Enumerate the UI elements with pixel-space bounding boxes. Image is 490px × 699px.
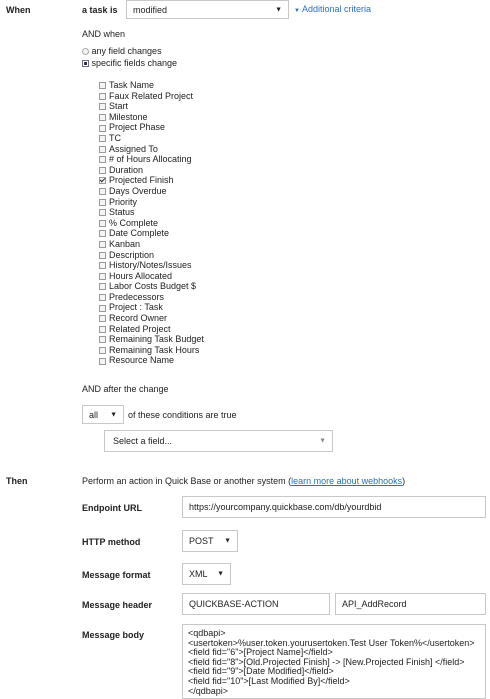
radio-any-field[interactable]: [82, 46, 162, 56]
field-checkbox-item[interactable]: [99, 165, 204, 176]
checkbox-icon[interactable]: [99, 262, 106, 269]
when-label: When: [6, 5, 31, 15]
field-checkbox-label: TC: [109, 132, 121, 143]
and-when-label: AND when: [82, 29, 126, 39]
field-checkbox-label: Status: [109, 207, 135, 218]
field-checkbox-label: Kanban: [109, 238, 141, 249]
field-checkbox-item[interactable]: [99, 228, 204, 239]
checkbox-icon[interactable]: [99, 336, 106, 343]
field-checkbox-label: History/Notes/Issues: [109, 260, 192, 271]
field-checkbox-item[interactable]: [99, 80, 204, 91]
radio-specific-label: specific fields change: [91, 58, 178, 68]
learn-more-webhooks-link[interactable]: learn more about webhooks: [291, 476, 403, 486]
radio-unselected-icon: [82, 48, 89, 55]
field-checkbox-label: Task Name: [109, 80, 155, 90]
chevron-down-icon: ▼: [319, 437, 326, 445]
field-checkbox-label: Start: [109, 101, 129, 112]
field-checkbox-label: Priority: [109, 196, 138, 207]
then-label: Then: [6, 476, 28, 486]
field-checkbox-label: Project Phase: [109, 122, 166, 133]
checkbox-icon[interactable]: [99, 241, 106, 248]
checkbox-icon[interactable]: [99, 326, 106, 333]
field-checkbox-label: Labor Costs Budget $: [109, 281, 197, 292]
checkbox-icon[interactable]: [99, 305, 106, 312]
field-checkbox-label: Record Owner: [109, 313, 168, 324]
header-name-input[interactable]: [182, 593, 330, 615]
message-body-line: <field fid="8">[Old.Projected Finish] -> [New.Projected Finish] </field>: [188, 656, 465, 667]
field-checkbox-item[interactable]: [99, 122, 204, 133]
field-checkbox-item[interactable]: [99, 197, 204, 208]
checkbox-icon[interactable]: [99, 347, 106, 354]
field-checkbox-list: [99, 80, 204, 366]
field-checkbox-label: Predecessors: [109, 291, 165, 302]
checkbox-icon[interactable]: [99, 220, 106, 227]
field-checkbox-item[interactable]: [99, 154, 204, 165]
message-format-value: XML: [189, 569, 208, 579]
endpoint-url-value: https://yourcompany.quickbase.com/db/yourdbid: [189, 502, 382, 512]
checkbox-icon[interactable]: [99, 273, 106, 280]
caret-down-icon: ▼: [294, 8, 300, 14]
select-field-placeholder: Select a field...: [113, 436, 173, 446]
message-body-line: <field fid="6">[Project Name]</field>: [188, 647, 333, 658]
radio-specific-fields[interactable]: [82, 58, 177, 68]
checkbox-icon[interactable]: [99, 103, 106, 110]
field-checkbox-item[interactable]: [99, 133, 204, 144]
field-checkbox-item[interactable]: [99, 91, 204, 102]
message-body-line: <qdbapi>: [188, 628, 226, 638]
message-body-line: <usertoken>%user.token.yourusertoken.Test User Token%</usertoken>: [188, 637, 475, 648]
field-checkbox-item[interactable]: [99, 186, 204, 197]
field-checkbox-label: Related Project: [109, 323, 171, 334]
field-checkbox-label: Hours Allocated: [109, 270, 173, 281]
chevron-down-icon: ▼: [224, 537, 231, 545]
message-body-line: </qdbapi>: [188, 685, 229, 696]
perform-action-text: [82, 476, 405, 486]
field-checkbox-item[interactable]: [99, 292, 204, 303]
select-field-dropdown[interactable]: [104, 430, 333, 452]
header-name-value: QUICKBASE-ACTION: [189, 599, 279, 609]
perform-text: Perform an action in Quick Base or another system (: [82, 476, 292, 486]
field-checkbox-item[interactable]: [99, 218, 204, 229]
field-checkbox-item[interactable]: [99, 239, 204, 250]
chevron-down-icon: ▼: [217, 570, 224, 578]
message-body-textarea[interactable]: [182, 624, 486, 699]
http-method-label: HTTP method: [82, 537, 141, 547]
field-checkbox-item[interactable]: [99, 112, 204, 123]
field-checkbox-item[interactable]: [99, 355, 204, 366]
checkbox-icon[interactable]: [99, 125, 106, 132]
field-checkbox-item[interactable]: [99, 334, 204, 345]
message-body-line: <field fid="9">[Date Modified]</field>: [188, 666, 334, 677]
task-is-label: a task is: [82, 5, 118, 15]
checkbox-icon[interactable]: [99, 358, 106, 365]
checkbox-icon[interactable]: [99, 167, 106, 174]
additional-criteria-link[interactable]: [294, 4, 371, 14]
field-checkbox-item[interactable]: [99, 324, 204, 335]
checkbox-icon[interactable]: [99, 146, 106, 153]
endpoint-url-input[interactable]: [182, 496, 486, 518]
checkbox-icon[interactable]: [99, 156, 106, 163]
endpoint-url-label: Endpoint URL: [82, 503, 142, 513]
field-checkbox-item[interactable]: [99, 281, 204, 292]
field-checkbox-label: # of Hours Allocating: [109, 154, 192, 165]
perform-close: ): [402, 476, 406, 486]
field-checkbox-item[interactable]: [99, 313, 204, 324]
checkbox-icon[interactable]: [99, 114, 106, 121]
checkbox-icon[interactable]: [99, 230, 106, 237]
field-checkbox-label: Remaining Task Budget: [109, 334, 204, 345]
and-after-label: AND after the change: [82, 384, 169, 394]
conditions-text: of these conditions are true: [128, 410, 237, 420]
checkbox-icon[interactable]: [99, 294, 106, 301]
field-checkbox-label: Description: [109, 249, 155, 260]
http-method-value: POST: [189, 536, 214, 546]
checkbox-icon[interactable]: [99, 188, 106, 195]
field-checkbox-item[interactable]: [99, 260, 204, 271]
checkbox-icon[interactable]: [99, 283, 106, 290]
checkbox-icon[interactable]: [99, 135, 106, 142]
field-checkbox-label: Remaining Task Hours: [109, 344, 200, 355]
conditions-select-value: all: [89, 409, 99, 420]
radio-any-label: any field changes: [91, 46, 162, 56]
field-checkbox-label: Duration: [109, 164, 144, 175]
field-checkbox-label: Faux Related Project: [109, 90, 194, 101]
field-checkbox-item[interactable]: [99, 345, 204, 356]
message-format-label: Message format: [82, 570, 151, 580]
additional-criteria-text: Additional criteria: [301, 4, 372, 14]
field-checkbox-item[interactable]: [99, 101, 204, 112]
checkbox-icon[interactable]: [99, 199, 106, 206]
message-format-select[interactable]: [182, 563, 231, 585]
field-checkbox-item[interactable]: [99, 175, 204, 186]
header-value-value: API_AddRecord: [342, 599, 407, 609]
task-is-select-value: modified: [133, 4, 168, 15]
checkbox-icon[interactable]: [99, 209, 106, 216]
chevron-down-icon: ▼: [110, 411, 117, 418]
field-checkbox-item[interactable]: [99, 144, 204, 155]
field-checkbox-label: Project : Task: [109, 302, 163, 313]
checkbox-icon[interactable]: [99, 252, 106, 259]
http-method-select[interactable]: [182, 530, 238, 552]
field-checkbox-item[interactable]: [99, 271, 204, 282]
header-value-input[interactable]: [335, 593, 486, 615]
checkbox-icon[interactable]: [99, 315, 106, 322]
field-checkbox-label: Projected Finish: [109, 175, 174, 186]
conditions-select[interactable]: [82, 405, 124, 424]
chevron-down-icon: ▼: [275, 6, 282, 13]
checkbox-checked-icon[interactable]: [99, 177, 106, 184]
field-checkbox-label: Milestone: [109, 111, 148, 122]
field-checkbox-label: Resource Name: [109, 355, 175, 366]
field-checkbox-item[interactable]: [99, 302, 204, 313]
field-checkbox-label: Date Complete: [109, 228, 170, 239]
message-header-label: Message header: [82, 600, 153, 610]
field-checkbox-label: Assigned To: [109, 143, 158, 154]
field-checkbox-item[interactable]: [99, 207, 204, 218]
message-body-label: Message body: [82, 630, 145, 640]
checkbox-icon[interactable]: [99, 93, 106, 100]
field-checkbox-label: Days Overdue: [109, 185, 167, 196]
radio-selected-icon: [82, 60, 89, 67]
message-body-line: <field fid="10">[Last Modified By]</field>: [188, 675, 350, 686]
checkbox-icon[interactable]: [99, 82, 106, 89]
field-checkbox-item[interactable]: [99, 250, 204, 261]
field-checkbox-label: % Complete: [109, 217, 159, 228]
task-is-select[interactable]: [126, 0, 289, 19]
